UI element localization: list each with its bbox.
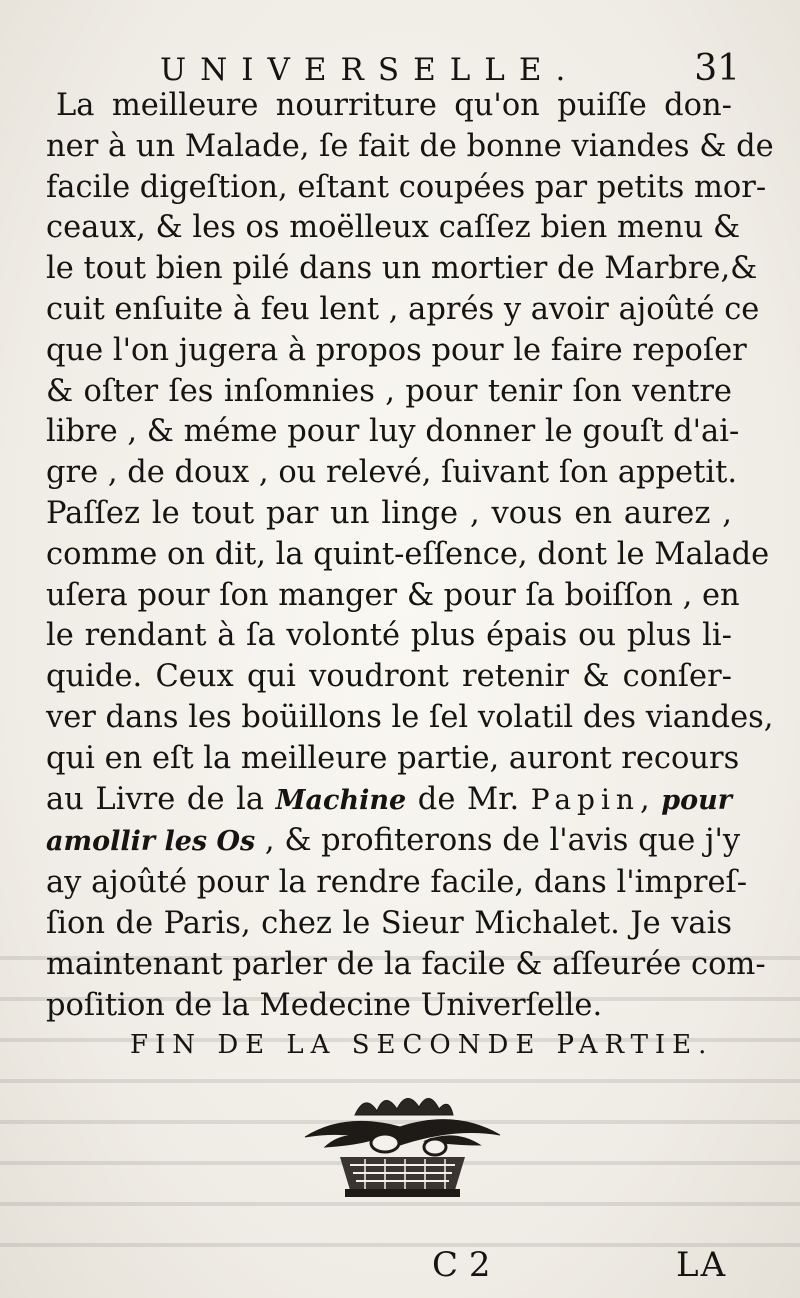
text-line: facile digeſtion, eſtant coupées par petits mor- bbox=[46, 169, 767, 205]
text-line: comme on dit, la quint-eſſence, dont le Malade bbox=[46, 536, 770, 572]
text-line: ceaux, & les os moëlleux caſſez bien menu & bbox=[46, 210, 741, 246]
text-run: , bbox=[639, 781, 662, 817]
author-name: Papin bbox=[530, 782, 640, 816]
text-run: , & profiterons de l'avis que j'y bbox=[255, 823, 741, 859]
signature-mark: C 2 bbox=[432, 1245, 491, 1285]
text-line: La meilleure nourriture qu'on puiſſe don- bbox=[56, 88, 732, 123]
text-line: le rendant à ſa volonté plus épais ou plus li- bbox=[46, 618, 732, 654]
text-line: ſion de Paris, chez le Sieur Michalet. Je vais bbox=[46, 905, 732, 941]
text-line: uſera pour ſon manger & pour ſa boiſſon , en bbox=[46, 577, 740, 613]
text-line: cuit enſuite à feu lent , aprés y avoir ajoûté ce bbox=[46, 291, 760, 327]
text-line: Paſſez le tout par un linge , vous en aurez , bbox=[46, 495, 732, 531]
text-line: maintenant parler de la facile & aſſeurée com- bbox=[46, 946, 766, 982]
text-line: qui en eſt la meilleure partie, auront recours bbox=[46, 740, 740, 776]
italic-title: amollir les Os bbox=[46, 826, 256, 858]
text-line: ay ajoûté pour la rendre facile, dans l'impreſ- bbox=[46, 865, 748, 901]
body-text bbox=[46, 86, 774, 1026]
page-footer bbox=[0, 1245, 800, 1285]
italic-title: Machine bbox=[275, 784, 407, 816]
text-line: le tout bien pilé dans un mortier de Marbre,& bbox=[46, 251, 758, 287]
text-line: & oſter ſes inſomnies , pour tenir ſon ventre bbox=[46, 373, 732, 409]
catchword: LA bbox=[676, 1245, 728, 1285]
text-line: gre , de doux , ou relevé, ſuivant ſon appetit. bbox=[46, 455, 738, 491]
page-number: 31 bbox=[694, 48, 740, 89]
text-line-mixed bbox=[46, 821, 741, 863]
page-header bbox=[160, 48, 740, 89]
text-line: que l'on jugera à propos pour le faire repoſer bbox=[46, 332, 747, 368]
text-line: libre , & méme pour luy donner le gouſt d'ai- bbox=[46, 414, 740, 450]
text-line: ver dans les boüillons le ſel volatil des viandes, bbox=[46, 699, 774, 735]
flower-basket-ornament bbox=[295, 1085, 510, 1203]
italic-title: pour bbox=[661, 784, 732, 816]
text-line: ner à un Malade, ſe fait de bonne viandes & de bbox=[46, 128, 774, 164]
text-line: poſition de la Medecine Univerſelle. bbox=[46, 987, 603, 1023]
text-line: quide. Ceux qui voudront retenir & conſer- bbox=[46, 659, 732, 695]
text-line-mixed bbox=[46, 780, 732, 822]
text-run: au Livre de la bbox=[46, 781, 276, 817]
running-title: UNIVERSELLE. bbox=[160, 52, 580, 88]
part-end-colophon: FIN DE LA SECONDE PARTIE. bbox=[130, 1030, 714, 1060]
text-run: de Mr. bbox=[406, 781, 531, 817]
